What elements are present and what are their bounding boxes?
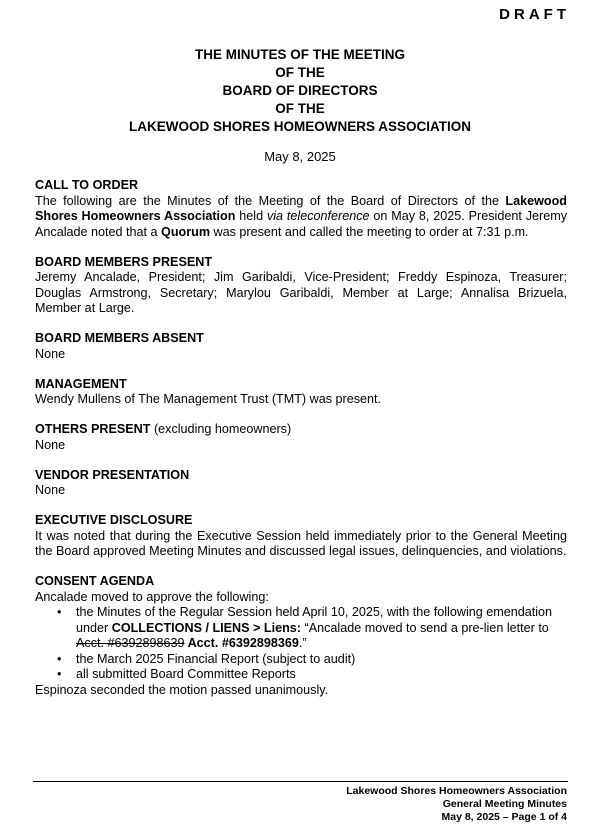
- section-heading: CALL TO ORDER: [35, 178, 139, 192]
- list-item: • the March 2025 Financial Report (subject to audit): [35, 652, 567, 668]
- section-heading: VENDOR PRESENTATION: [35, 467, 190, 482]
- consent-items: [35, 605, 567, 683]
- list-item: • all submitted Board Committee Reports: [35, 667, 567, 683]
- section-reference: COLLECTIONS / LIENS > Liens:: [111, 620, 301, 635]
- section-heading: BOARD MEMBERS PRESENT: [35, 254, 213, 269]
- text-run: “Ancalade moved to send a pre-lien letter to: [301, 620, 549, 635]
- footer-page-number: May 8, 2025 – Page 1 of 4: [441, 811, 567, 823]
- section-vendor-presentation: [35, 468, 567, 499]
- draft-watermark: DRAFT: [499, 6, 570, 23]
- consent-intro: Ancalade moved to approve the following:: [35, 589, 269, 604]
- text-run: held: [235, 209, 267, 223]
- section-text: None: [35, 483, 66, 497]
- footer-doc-type: General Meeting Minutes: [442, 798, 567, 810]
- section-heading: MANAGEMENT: [35, 376, 127, 391]
- text-run: .”: [298, 636, 307, 650]
- section-text: [35, 194, 567, 241]
- text-run: the Minutes of the Regular Session held April 10, 2025, with the following emendation under: [76, 605, 553, 635]
- document-title: [0, 46, 600, 136]
- section-board-absent: [35, 331, 567, 362]
- section-heading: BOARD MEMBERS ABSENT: [35, 331, 204, 345]
- section-executive-disclosure: [35, 513, 567, 560]
- consent-closing: Espinoza seconded the motion passed unanimously.: [35, 682, 329, 697]
- section-text: None: [35, 437, 66, 452]
- title-line: OF THE: [275, 101, 325, 116]
- title-line: OF THE: [275, 65, 325, 80]
- meeting-format: via teleconference: [266, 209, 370, 223]
- section-heading: OTHERS PRESENT: [35, 422, 151, 436]
- minutes-body: [35, 178, 567, 713]
- section-others-present: [35, 422, 567, 453]
- corrected-account-number: Acct. #6392898369: [184, 636, 299, 650]
- heading-note: (excluding homeowners): [150, 422, 292, 436]
- footer-association: Lakewood Shores Homeowners Association: [346, 785, 567, 797]
- section-heading-line: [35, 422, 567, 438]
- section-text: Wendy Mullens of The Management Trust (TMT) was present.: [35, 392, 381, 406]
- list-item: [35, 605, 567, 652]
- struck-account-number: Acct. #6392898639: [76, 636, 185, 650]
- title-line: BOARD OF DIRECTORS: [222, 83, 378, 98]
- section-call-to-order: [35, 178, 567, 240]
- section-text: Jeremy Ancalade, President; Jim Garibaldi, Vice-President; Freddy Espinoza, Treasurer; Douglas Armstrong, Secretary; Marylou Garibaldi, Member at Large; Annalisa Brizuela, Member at Large.: [35, 270, 567, 315]
- section-heading: EXECUTIVE DISCLOSURE: [35, 513, 193, 527]
- association-name: Lakewood Shores Homeowners Association: [35, 193, 567, 223]
- text-run: The following are the Minutes of the Meeting of the Board of Directors of the: [35, 193, 506, 208]
- text-run: was present and called the meeting to order at 7:31 p.m.: [210, 224, 529, 239]
- meeting-date: May 8, 2025: [264, 149, 336, 164]
- section-consent-agenda: [35, 574, 567, 698]
- section-text: None: [35, 346, 66, 361]
- section-board-present: [35, 255, 567, 317]
- quorum-word: Quorum: [161, 224, 211, 239]
- title-line: LAKEWOOD SHORES HOMEOWNERS ASSOCIATION: [128, 119, 471, 134]
- footer-divider: [33, 781, 568, 782]
- text-run: on May 8, 2025. President Jeremy Ancalade noted that a: [35, 209, 567, 239]
- section-text: It was noted that during the Executive Session held immediately prior to the General Meeting the Board approved Meeting Minutes and discussed legal issues, delinquencies, and violations.: [35, 528, 567, 558]
- section-heading: CONSENT AGENDA: [35, 574, 155, 588]
- section-management: [35, 377, 567, 408]
- title-line: THE MINUTES OF THE MEETING: [194, 47, 405, 62]
- page-footer: [346, 785, 567, 824]
